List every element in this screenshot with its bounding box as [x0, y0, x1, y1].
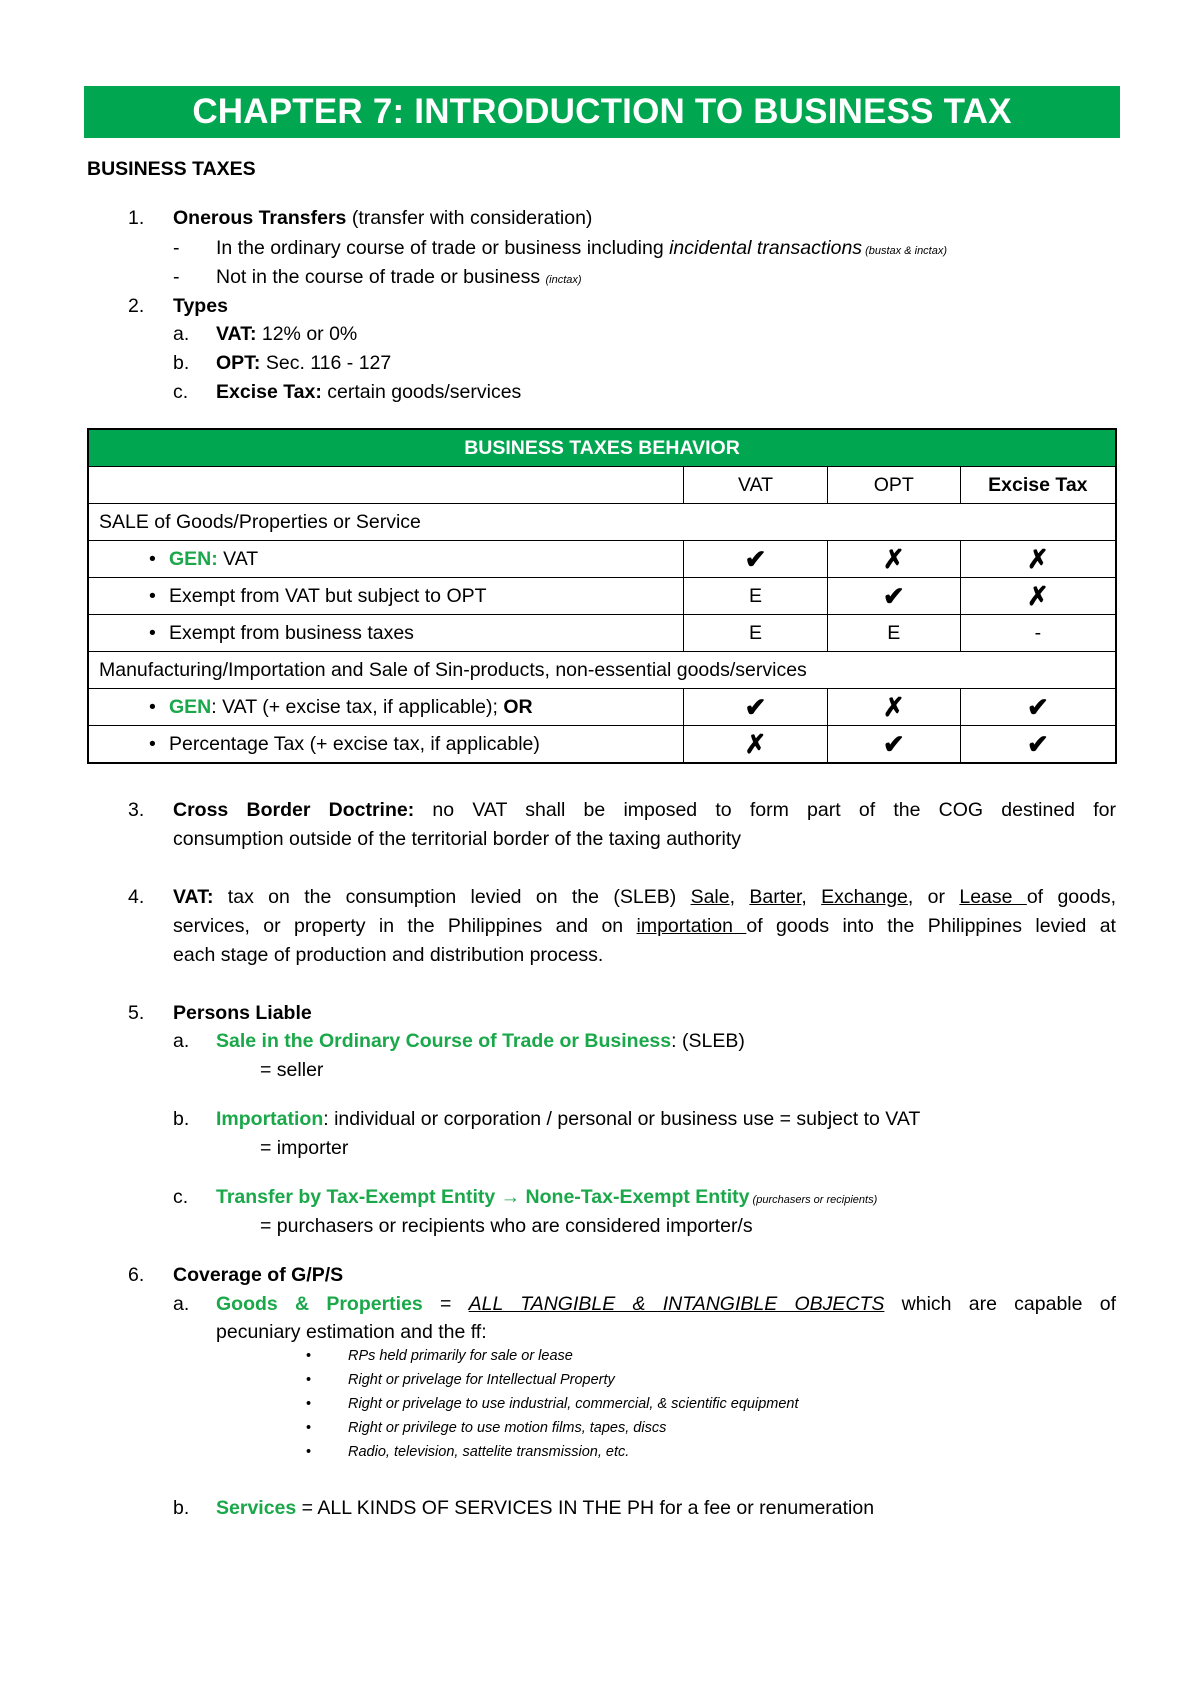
- table-group-row: [88, 504, 1116, 541]
- bullet-icon: •: [306, 1372, 312, 1388]
- list-item: [306, 1396, 799, 1420]
- item6-a-text: which are capable of: [884, 1293, 1116, 1315]
- item1-sub1-text: In the ordinary course of trade or business including: [216, 237, 670, 259]
- punct: ,: [729, 886, 750, 908]
- item6-a-label: Goods & Properties: [216, 1293, 423, 1315]
- item4-text: services, or property in the Philippines and on: [173, 915, 637, 937]
- item3-line1: [173, 799, 1116, 822]
- item2-c-letter: c.: [173, 381, 189, 403]
- punct: ,: [801, 886, 822, 908]
- item5-a-letter: a.: [173, 1030, 190, 1052]
- row-exempt-vat-opt: [88, 578, 684, 615]
- item1-sub1-italic: incidental transactions: [669, 237, 863, 259]
- item4-line1: [173, 886, 1116, 909]
- list-item: [306, 1372, 799, 1396]
- item4-line3: each stage of production and distribution process.: [173, 944, 604, 966]
- term-importation: importation: [636, 915, 747, 937]
- cross-icon: ✗: [827, 689, 960, 726]
- list-item: [306, 1348, 799, 1372]
- business-taxes-behavior-table: [87, 428, 1117, 764]
- item5-a-text: : (SLEB): [671, 1030, 745, 1052]
- punct: , or: [907, 886, 960, 908]
- table-row: [88, 689, 1116, 726]
- check-icon: ✔: [960, 689, 1116, 726]
- item3-number: 3.: [128, 799, 145, 821]
- item5-c-result: = purchasers or recipients who are considered importer/s: [260, 1215, 753, 1237]
- cell-exempt: E: [684, 578, 828, 615]
- item5-b-letter: b.: [173, 1108, 190, 1130]
- item2-c: [216, 381, 521, 404]
- item1-sub1: [216, 237, 947, 260]
- term-sale: Sale: [690, 886, 730, 908]
- item6-number: 6.: [128, 1264, 145, 1286]
- item3-label: Cross Border Doctrine:: [173, 799, 415, 821]
- list-item-text: Right or privelage to use industrial, commercial, & scientific equipment: [348, 1396, 799, 1412]
- bullet-icon: •: [306, 1420, 312, 1436]
- item5-c-note: (purchasers or recipients): [749, 1194, 878, 1206]
- cell-dash: -: [960, 615, 1116, 652]
- item6-a-emphasis: ALL TANGIBLE & INTANGIBLE OBJECTS: [468, 1293, 885, 1315]
- item2-c-text: certain goods/services: [321, 381, 522, 403]
- item1-sub2-dash: -: [173, 266, 180, 288]
- cell-exempt: E: [827, 615, 960, 652]
- item5-a-result: = seller: [260, 1059, 324, 1081]
- check-icon: ✔: [827, 578, 960, 615]
- item2-b: [216, 352, 391, 375]
- item5-c-letter: c.: [173, 1186, 189, 1208]
- item2-b-letter: b.: [173, 352, 190, 374]
- item4-text: of goods,: [1026, 886, 1116, 908]
- item2-b-text: Sec. 116 - 127: [260, 352, 392, 374]
- bullet-icon: •: [306, 1348, 312, 1364]
- list-item: [306, 1420, 799, 1444]
- cell-exempt: E: [684, 615, 828, 652]
- item4-number: 4.: [128, 886, 145, 908]
- item1-sub2-note: (inctax): [545, 274, 582, 286]
- item1-sub2: [216, 266, 582, 289]
- section-heading: BUSINESS TAXES: [87, 158, 256, 180]
- list-item-text: RPs held primarily for sale or lease: [348, 1348, 573, 1364]
- row-gen-label: GEN:: [169, 547, 218, 570]
- item4-label: VAT:: [173, 886, 214, 908]
- item5-b-label: Importation: [216, 1108, 324, 1130]
- item2-c-label: Excise Tax:: [216, 381, 322, 403]
- table-row: [88, 578, 1116, 615]
- list-item-text: Right or privilege to use motion films, tapes, discs: [348, 1420, 667, 1436]
- col-header-excise: Excise Tax: [960, 467, 1116, 504]
- item2-a-letter: a.: [173, 323, 190, 345]
- row-text: Exempt from business taxes: [169, 621, 414, 644]
- item5-b-text: : individual or corporation / personal or business use = subject to VAT: [323, 1108, 921, 1130]
- bullet-icon: •: [149, 621, 156, 644]
- item6-b-letter: b.: [173, 1497, 190, 1519]
- row-gen-vat: [88, 541, 684, 578]
- item1-sub1-dash: -: [173, 237, 180, 259]
- cross-icon: ✗: [684, 726, 828, 764]
- item6-a-line2: pecuniary estimation and the ff:: [216, 1321, 487, 1343]
- item2-number: 2.: [128, 295, 145, 317]
- item6-a-letter: a.: [173, 1293, 190, 1315]
- item5-number: 5.: [128, 1002, 145, 1024]
- item2-label: Types: [173, 295, 228, 317]
- bullet-icon: •: [306, 1396, 312, 1412]
- item1-sub1-note: (bustax & inctax): [862, 245, 948, 257]
- item6-b-label: Services: [216, 1497, 297, 1519]
- table-row: [88, 615, 1116, 652]
- term-barter: Barter: [749, 886, 802, 908]
- item4-line2: [173, 915, 1116, 938]
- col-header-opt: OPT: [827, 467, 960, 504]
- item1-number: 1.: [128, 207, 145, 229]
- col-header-vat: VAT: [684, 467, 828, 504]
- row-text: Exempt from VAT but subject to OPT: [169, 584, 487, 607]
- check-icon: ✔: [684, 689, 828, 726]
- check-icon: ✔: [684, 541, 828, 578]
- row-gen-vat-excise: [88, 689, 684, 726]
- term-lease: Lease: [959, 886, 1027, 908]
- item6-a-line1: [216, 1293, 1116, 1316]
- item2-a: [216, 323, 357, 346]
- term-exchange: Exchange: [821, 886, 908, 908]
- bullet-icon: •: [149, 732, 156, 755]
- item3-line2: consumption outside of the territorial border of the taxing authority: [173, 828, 741, 850]
- table-row: [88, 726, 1116, 764]
- item5-b-result: = importer: [260, 1137, 349, 1159]
- item5-c-label: Transfer by Tax-Exempt Entity → None-Tax-Exempt Entity: [216, 1186, 750, 1208]
- row-percentage-tax: [88, 726, 684, 764]
- bullet-icon: •: [306, 1444, 312, 1460]
- row-text: Percentage Tax (+ excise tax, if applicable): [169, 732, 540, 755]
- coverage-list: [306, 1348, 799, 1468]
- item2-a-text: 12% or 0%: [256, 323, 358, 345]
- cross-icon: ✗: [960, 541, 1116, 578]
- item5-a-label: Sale in the Ordinary Course of Trade or Business: [216, 1030, 672, 1052]
- table-title: BUSINESS TAXES BEHAVIOR: [88, 429, 1116, 467]
- bullet-icon: •: [149, 547, 156, 570]
- cross-icon: ✗: [960, 578, 1116, 615]
- list-item: [306, 1444, 799, 1468]
- table-row: [88, 541, 1116, 578]
- item2-b-label: OPT:: [216, 352, 261, 374]
- check-icon: ✔: [827, 726, 960, 764]
- item5-b: [216, 1108, 920, 1131]
- list-item-text: Right or privelage for Intellectual Property: [348, 1372, 615, 1388]
- row-text: : VAT (+ excise tax, if applicable);: [211, 695, 504, 718]
- table-header-blank: [88, 467, 684, 504]
- table-title-row: [88, 429, 1116, 467]
- item1-label: Onerous Transfers: [173, 207, 347, 229]
- group-sale: SALE of Goods/Properties or Service: [88, 504, 1116, 541]
- row-gen-text: VAT: [217, 547, 259, 570]
- item4-text: of goods into the Philippines levied at: [746, 915, 1116, 937]
- chapter-title: CHAPTER 7: INTRODUCTION TO BUSINESS TAX: [84, 86, 1120, 138]
- item5-label: Persons Liable: [173, 1002, 312, 1024]
- group-manufacturing: Manufacturing/Importation and Sale of Sin-products, non-essential goods/services: [88, 652, 1116, 689]
- cross-icon: ✗: [827, 541, 960, 578]
- table-header-row: [88, 467, 1116, 504]
- item1-rest: (transfer with consideration): [346, 207, 593, 229]
- item5-c: [216, 1186, 877, 1209]
- item5-a: [216, 1030, 745, 1053]
- item1-sub2-text: Not in the course of trade or business: [216, 266, 546, 288]
- table-group-row: [88, 652, 1116, 689]
- item6-b: [216, 1497, 874, 1520]
- item3-text: no VAT shall be imposed to form part of the COG destined for: [414, 799, 1116, 821]
- bullet-icon: •: [149, 695, 156, 718]
- punct: =: [422, 1293, 469, 1315]
- item1-line: [173, 207, 592, 230]
- check-icon: ✔: [960, 726, 1116, 764]
- row-gen-label: GEN: [169, 695, 212, 718]
- item6-label: Coverage of G/P/S: [173, 1264, 344, 1286]
- item4-text: tax on the consumption levied on the (SLEB): [213, 886, 691, 908]
- item2-a-label: VAT:: [216, 323, 257, 345]
- item6-b-text: = ALL KINDS OF SERVICES IN THE PH for a fee or renumeration: [296, 1497, 875, 1519]
- bullet-icon: •: [149, 584, 156, 607]
- row-exempt-business: [88, 615, 684, 652]
- list-item-text: Radio, television, sattelite transmission, etc.: [348, 1444, 630, 1460]
- row-or: OR: [503, 695, 533, 718]
